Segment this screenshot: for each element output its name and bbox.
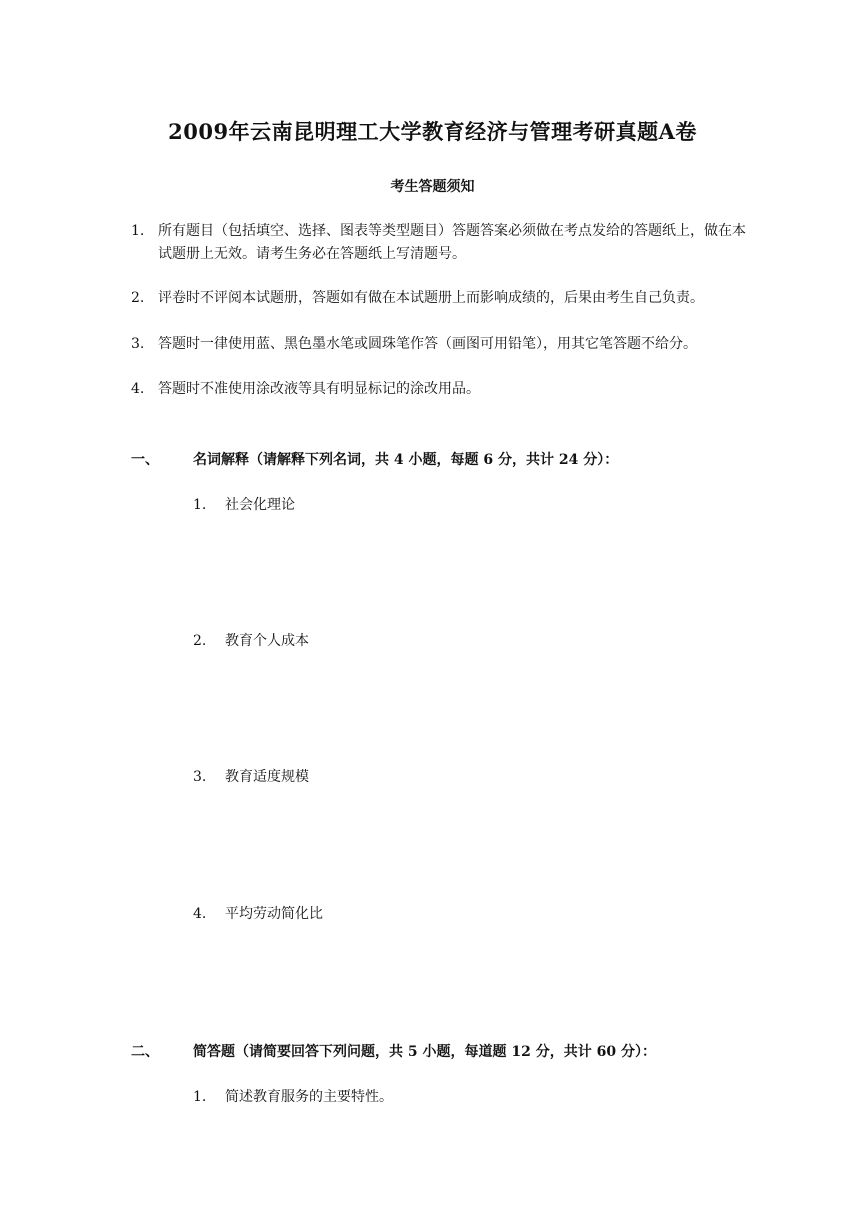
question-number: 1. (193, 497, 207, 513)
instruction-number: 2. (131, 290, 145, 306)
question-text: 简述教育服务的主要特性。 (225, 1089, 393, 1105)
section-title: 简答题（请简要回答下列问题，共 5 小题，每道题 12 分，共计 60 分）： (193, 1044, 656, 1060)
question-text: 社会化理论 (225, 497, 295, 513)
question-text: 教育适度规模 (225, 769, 309, 785)
question-item (193, 494, 295, 514)
instruction-text: 答题时一律使用蓝、黑色墨水笔或圆珠笔作答（画图可用铅笔），用其它笔答题不给分。 (158, 336, 697, 352)
question-text: 教育个人成本 (225, 633, 309, 649)
question-number: 4. (193, 906, 207, 922)
question-number: 1. (193, 1089, 207, 1105)
question-item (193, 630, 309, 650)
instruction-item (131, 287, 751, 310)
instruction-number: 4. (131, 381, 145, 397)
instructions-heading: 考生答题须知 (390, 179, 475, 195)
question-number: 3. (193, 769, 207, 785)
instruction-text: 所有题目（包括填空、选择、图表等类型题目）答题答案必须做在考点发给的答题纸上，做在本试题册上无效。请考生务必在答题纸上写清题号。 (158, 223, 746, 262)
section-title: 名词解释（请解释下列名词，共 4 小题，每题 6 分，共计 24 分）： (193, 452, 619, 468)
section-number: 二、 (131, 1044, 159, 1060)
page-title: 2009年云南昆明理工大学教育经济与管理考研真题A卷 (168, 119, 697, 144)
section-heading (131, 449, 618, 469)
instruction-item (131, 333, 751, 356)
instruction-number: 3. (131, 336, 145, 352)
question-number: 2. (193, 633, 207, 649)
section-number: 一、 (131, 452, 159, 468)
question-text: 平均劳动简化比 (225, 906, 323, 922)
question-item (193, 766, 309, 786)
instruction-item (131, 378, 751, 401)
section-heading (131, 1041, 656, 1061)
instruction-text: 评卷时不评阅本试题册，答题如有做在本试题册上而影响成绩的，后果由考生自己负责。 (158, 290, 704, 306)
instruction-item (131, 220, 751, 266)
instruction-number: 1. (131, 223, 145, 239)
instruction-text: 答题时不准使用涂改液等具有明显标记的涂改用品。 (158, 381, 480, 397)
question-item (193, 1086, 393, 1106)
question-item (193, 903, 323, 923)
